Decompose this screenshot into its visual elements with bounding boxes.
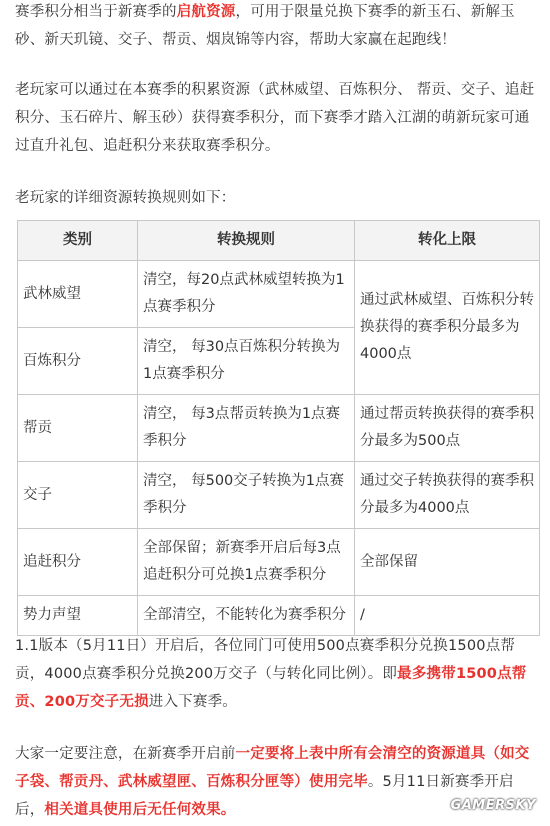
text: 1.1版本（5月11日）开启后，各位同门可使用500点赛季积分兑换1500点帮贡，4000点赛季积分兑换200万交子（与转化同比例）。即 (15, 638, 516, 682)
table-row (18, 261, 540, 328)
cell-rule: 清空， 每3点帮贡转换为1点赛季积分 (138, 395, 355, 462)
highlight-text: 启航资源 (176, 4, 236, 20)
highlight-text: 最多携带1500点帮贡、200万交子无损 (15, 666, 527, 710)
paragraph-exchange (15, 632, 535, 716)
text: 进入下赛季。 (148, 694, 237, 710)
cell-rule: 清空， 每500交子转换为1点赛季积分 (138, 462, 355, 529)
table-header-row (18, 221, 540, 261)
cell-rule: 全部保留；新赛季开启后每3点追赶积分可兑换1点赛季积分 (138, 529, 355, 596)
cell-category: 追赶积分 (18, 529, 138, 596)
cell-limit: 通过武林威望、百炼积分转换获得的赛季积分最多为4000点 (355, 261, 540, 395)
gamersky-watermark: GAMERSKY (450, 798, 536, 813)
header-limit: 转化上限 (355, 221, 540, 261)
cell-limit: 通过交子转换获得的赛季积分最多为4000点 (355, 462, 540, 529)
cell-category: 交子 (18, 462, 138, 529)
text: 赛季积分相当于新赛季的 (15, 4, 177, 20)
header-rule: 转换规则 (138, 221, 355, 261)
cell-limit: 通过帮贡转换获得的赛季积分最多为500点 (355, 395, 540, 462)
cell-category: 势力声望 (18, 596, 138, 636)
paragraph-sources: 老玩家可以通过在本赛季的积累资源（武林威望、百炼积分、 帮贡、交子、追赶积分、玉石碎片、解玉砂）获得赛季积分，而下赛季才踏入江湖的萌新玩家可通过直升礼包、追赶积分来获取赛季积分。 (15, 82, 535, 154)
cell-category: 帮贡 (18, 395, 138, 462)
conversion-table (17, 220, 540, 636)
highlight-text: 相关道具使用后无任何效果。 (44, 802, 236, 818)
table-row (18, 395, 540, 462)
cell-limit: / (355, 596, 540, 636)
paragraph-intro (15, 0, 535, 54)
highlight-text: 一定要将上表中所有会清空的资源道具（如交子袋、帮贡丹、武林威望匣、百炼积分匣等）使用完毕 (15, 746, 530, 790)
table-row (18, 596, 540, 636)
cell-category: 百炼积分 (18, 328, 138, 395)
cell-category: 武林威望 (18, 261, 138, 328)
cell-limit: 全部保留 (355, 529, 540, 596)
paragraph-rules-title: 老玩家的详细资源转换规则如下： (15, 190, 236, 206)
text: ，可用于限量兑换下赛季的新玉石、新解玉砂、新天玑镜、交子、帮贡、烟岚锦等内容，帮助大家赢在起跑线！ (15, 4, 515, 48)
text: 大家一定要注意，在新赛季开启前 (15, 746, 236, 762)
cell-rule: 全部清空，不能转化为赛季积分 (138, 596, 355, 636)
table-row (18, 462, 540, 529)
cell-rule: 清空，每20点武林威望转换为1点赛季积分 (138, 261, 355, 328)
header-category: 类别 (18, 221, 138, 261)
cell-rule: 清空， 每30点百炼积分转换为1点赛季积分 (138, 328, 355, 395)
table-row (18, 529, 540, 596)
text: 。5月11日新赛季开启后， (15, 774, 514, 818)
